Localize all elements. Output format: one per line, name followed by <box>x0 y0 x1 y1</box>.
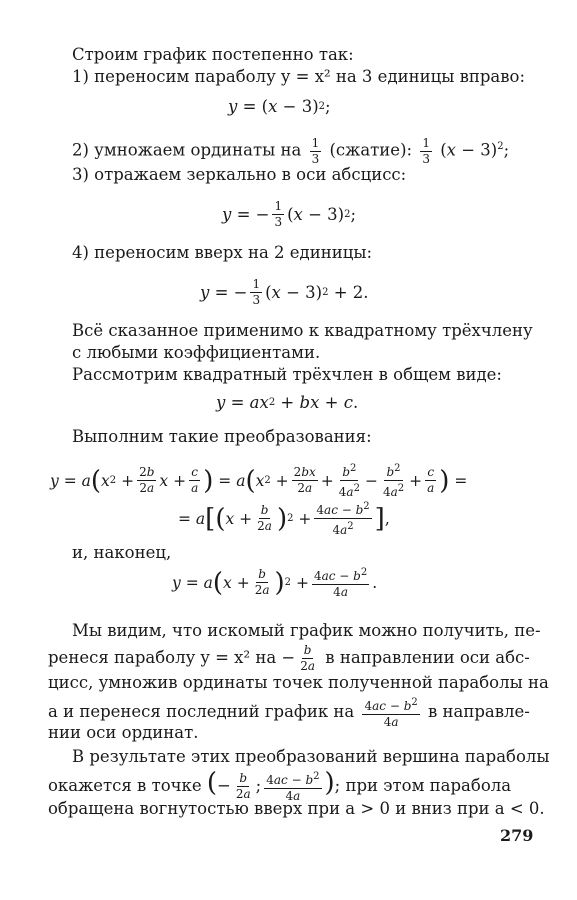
text-line: 4) переносим вверх на 2 единицы: <box>72 243 373 262</box>
fraction: $\frac{4ac - b^2}{4a}$ <box>364 697 418 729</box>
equation-general: y = ax 2 + bx + c . <box>216 393 359 412</box>
text-line: 2) умножаем ординаты на $\frac{1}{3}$ (сжатие): $\frac{1}{3}$ $(x - 3)^2$; <box>72 135 510 166</box>
text-line: Строим график постепенно так: <box>72 45 354 64</box>
text-line: цисс, умножив ординаты точек полученной параболы на <box>48 673 549 692</box>
text-line: окажется в точке (− $\frac{b}{2a}$ ; $\frac{4ac - b^2}{4a}$ ); при этом парабола <box>48 768 512 803</box>
fraction: $\frac{c}{a}$ <box>427 465 435 495</box>
fraction: $\frac{2b}{2a}$ <box>139 465 155 495</box>
text-line: Всё сказанное применимо к квадратному трёхчлену <box>72 321 533 340</box>
fraction: $\frac{1}{3}$ <box>274 199 283 229</box>
text-line <box>48 644 530 673</box>
fraction: $\frac{b^2}{4a^2}$ <box>338 463 360 499</box>
equation-transform-2: = a [ ( x + $\frac{b}{2a}$ ) 2 + $\frac{4ac - b^2}{4a^2}$ ] , <box>178 501 390 537</box>
equation-transform-1: y = a ( x 2 + $\frac{2b}{2a}$ x + $\frac{c}{a}$ ) = a ( x 2 + $\frac{2bx}{2a}$ + $\frac{b^2}{4a^2}$ − $\frac{b^2}{4a^2}$ + $\frac{c}{a}$ ) = <box>50 463 468 499</box>
text-line: обращена вогнутостью вверх при a > 0 и вниз при a < 0. <box>48 799 545 818</box>
fraction: $\frac{1}{3}$ <box>252 277 261 307</box>
fraction: $\frac{b}{2a}$ <box>254 567 270 597</box>
text-fragment: ренеся параболу y = x² на − <box>48 648 296 667</box>
fraction: $\frac{b}{2a}$ <box>257 503 272 533</box>
fraction: $\frac{1}{3}$ <box>422 135 430 166</box>
text-fragment: окажется в точке <box>48 776 202 795</box>
text-line: В результате этих преобразований вершина параболы <box>72 747 550 766</box>
fraction: $\frac{2bx}{2a}$ <box>293 465 316 495</box>
text-fragment: в направле- <box>428 702 530 721</box>
fraction: $\frac{b}{2a}$ <box>235 771 251 801</box>
text-fragment: (сжатие): <box>329 140 413 160</box>
text-line: нии оси ординат. <box>48 723 199 742</box>
fraction: $\frac{4ac - b^2}{4a}$ <box>266 771 320 803</box>
fraction: $\frac{b}{2a}$ <box>300 643 316 673</box>
equation-lift: y = − $\frac{1}{3}$ ( x − 3) 2 + 2. <box>200 277 369 307</box>
page-number: 279 <box>500 826 534 845</box>
text-line: Мы видим, что искомый график можно получить, пе- <box>72 621 541 640</box>
text-fragment: при этом парабола <box>345 776 512 795</box>
text-line: с любыми коэффициентами. <box>72 343 321 362</box>
text-fragment: в направлении оси абс- <box>325 648 530 667</box>
text-line: 1) переносим параболу y = x² на 3 единицы вправо: <box>72 67 526 86</box>
text-line: Рассмотрим квадратный трёхчлен в общем виде: <box>72 365 502 384</box>
text-fragment: 2) умножаем ординаты на <box>72 140 302 160</box>
fraction: $\frac{4ac - b^2}{4a}$ <box>313 567 368 599</box>
fraction: $\frac{b^2}{4a^2}$ <box>382 463 405 499</box>
text-fragment: a и перенеся последний график на <box>48 702 355 721</box>
text-line: Выполним такие преобразования: <box>72 427 372 446</box>
equation-reflect: y = − $\frac{1}{3}$ ( x − 3) 2 ; <box>222 199 357 229</box>
equation-final: y = a ( x + $\frac{b}{2a}$ ) 2 + $\frac{4ac - b^2}{4a}$ . <box>172 567 378 599</box>
fraction: $\frac{c}{a}$ <box>191 465 199 495</box>
fraction: $\frac{4ac - b^2}{4a^2}$ <box>316 501 370 537</box>
equation-shift: y = ( x − 3) 2 ; <box>228 97 331 116</box>
fraction: $\frac{1}{3}$ <box>311 135 320 166</box>
text-line: 3) отражаем зеркально в оси абсцисс: <box>72 165 407 184</box>
text-line: и, наконец, <box>72 543 172 562</box>
